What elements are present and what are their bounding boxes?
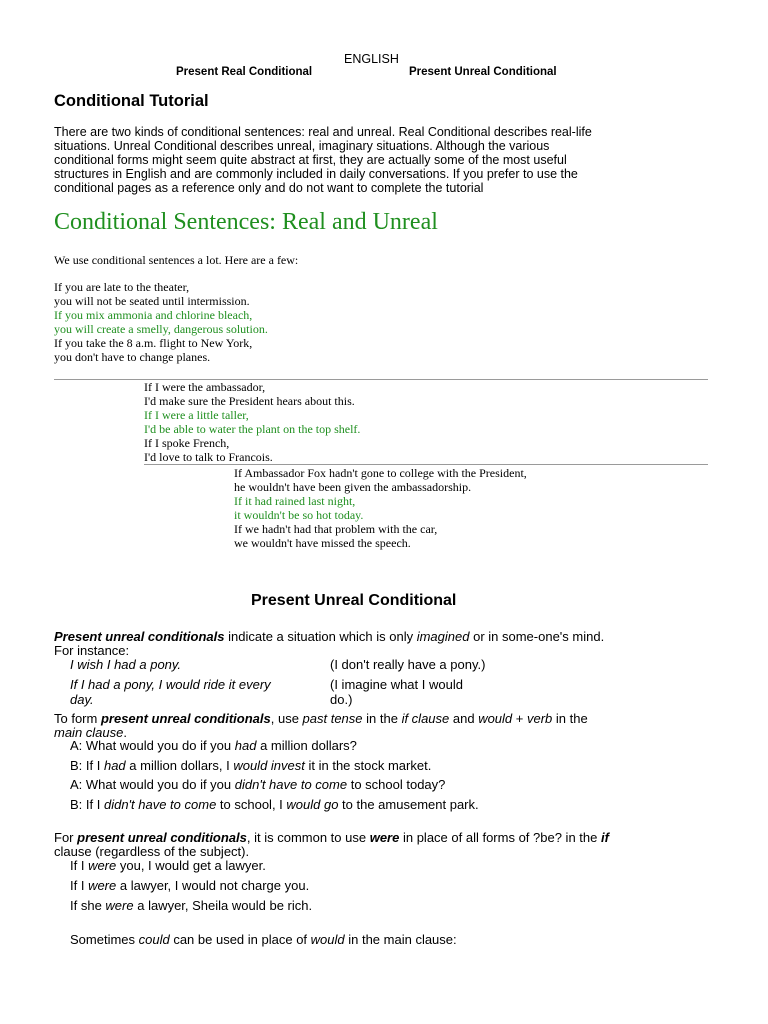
term: main clause — [54, 725, 124, 740]
tutorial-intro — [54, 125, 592, 195]
unreal-definition — [54, 629, 604, 644]
dialog-line — [70, 758, 431, 773]
text: a lawyer, I would not charge you. — [116, 878, 310, 893]
example-line: If it had rained last night, — [234, 494, 356, 508]
intro-line: There are two kinds of conditional sentences: real and unreal. Real Conditional describes real-life — [54, 125, 592, 139]
document-title: ENGLISH — [344, 52, 399, 66]
were-example — [70, 858, 266, 873]
example-text: (I imagine what I would — [330, 677, 463, 692]
example-line: you will create a smelly, dangerous solution. — [54, 322, 268, 336]
intro-line: structures in English and are commonly included in daily conversations. If you prefer to use the — [54, 167, 578, 181]
for-instance: For instance: — [54, 643, 130, 658]
example-line: If you are late to the theater, — [54, 280, 190, 294]
text: to the amusement park. — [338, 797, 479, 812]
dialog-line — [70, 797, 479, 812]
text: to school, I — [216, 797, 287, 812]
form-rule — [54, 711, 588, 726]
example-line: If I spoke French, — [144, 436, 230, 450]
unreal-heading: Present Unreal Conditional — [251, 592, 457, 609]
term: didn't have to come — [234, 777, 348, 792]
were-example — [70, 878, 309, 893]
example-line: I'd love to talk to Francois. — [144, 450, 273, 464]
text: in the — [552, 711, 588, 726]
text: + — [512, 711, 527, 726]
example-line: I'd be able to water the plant on the top shelf. — [144, 422, 361, 436]
text: a million dollars? — [256, 738, 357, 753]
example-line: we wouldn't have missed the speech. — [234, 536, 411, 550]
def-text: indicate a situation which is only — [224, 629, 417, 644]
def-italic: imagined — [416, 629, 470, 644]
term: were — [369, 830, 400, 845]
term: had — [103, 758, 126, 773]
link-present-unreal-conditional[interactable]: Present Unreal Conditional — [409, 66, 557, 78]
tutorial-heading: Conditional Tutorial — [54, 92, 209, 110]
were-rule — [54, 830, 609, 845]
text: , it is common to use — [246, 830, 370, 845]
text: B: If I — [70, 797, 104, 812]
unreal-present-examples — [144, 380, 360, 464]
example-line: If you mix ammonia and chlorine bleach, — [54, 308, 253, 322]
text: you, I would get a lawyer. — [116, 858, 266, 873]
term: were — [105, 898, 134, 913]
divider — [144, 464, 708, 465]
dialog-line — [70, 738, 357, 753]
term: would — [478, 711, 513, 726]
term: were — [88, 858, 117, 873]
def-term: Present unreal conditionals — [54, 629, 225, 644]
text: to school today? — [347, 777, 446, 792]
term: present unreal conditionals — [77, 830, 247, 845]
dialog-line — [70, 777, 445, 792]
text: a lawyer, Sheila would be rich. — [133, 898, 313, 913]
text: If I — [70, 878, 89, 893]
example-line: If I were a little taller, — [144, 408, 249, 422]
real-examples — [54, 280, 268, 364]
def-text-end: or in some-one's mind. — [469, 629, 605, 644]
intro-line: situations. Unreal Conditional describes unreal, imaginary situations. Although the various — [54, 139, 550, 153]
intro-line: conditional forms might seem quite abstract at first, they are actually some of the most useful — [54, 153, 567, 167]
term: would go — [286, 797, 339, 812]
text: For — [54, 830, 78, 845]
text: a million dollars, I — [125, 758, 234, 773]
text: and — [449, 711, 479, 726]
term: didn't have to come — [103, 797, 217, 812]
example-text: day. — [70, 692, 94, 707]
text: can be used in place of — [169, 932, 311, 947]
sentences-heading: Conditional Sentences: Real and Unreal — [54, 209, 438, 235]
text: B: If I — [70, 758, 104, 773]
text: , use — [270, 711, 303, 726]
text: in the — [362, 711, 402, 726]
example-line: If I were the ambassador, — [144, 380, 266, 394]
text: . — [123, 725, 127, 740]
were-rule-cont: clause (regardless of the subject). — [54, 844, 250, 859]
text: it in the stock market. — [304, 758, 432, 773]
were-example — [70, 898, 312, 913]
term: present unreal conditionals — [100, 711, 271, 726]
link-present-real-conditional[interactable]: Present Real Conditional — [176, 66, 313, 78]
example-line: you will not be seated until intermission. — [54, 294, 250, 308]
example-left — [70, 677, 271, 707]
example-text: If I had a pony, I would ride it every — [70, 677, 271, 692]
unreal-past-examples — [234, 466, 527, 550]
term: would invest — [233, 758, 305, 773]
term: if clause — [401, 711, 450, 726]
example-text: do.) — [330, 692, 353, 707]
could-note — [70, 932, 457, 947]
term: had — [234, 738, 257, 753]
term: verb — [526, 711, 553, 726]
text: A: What would you do if you — [70, 777, 235, 792]
term: past tense — [302, 711, 363, 726]
example-line: If you take the 8 a.m. flight to New York, — [54, 336, 253, 350]
text: in the main clause: — [344, 932, 457, 947]
example-text: I wish I had a pony. — [70, 657, 182, 672]
example-right: (I don't really have a pony.) — [330, 657, 486, 672]
text: Sometimes — [70, 932, 139, 947]
term: were — [88, 878, 117, 893]
text: To form — [54, 711, 101, 726]
intro-line: conditional pages as a reference only and do not want to complete the tutorial — [54, 181, 484, 195]
example-line: it wouldn't be so hot today. — [234, 508, 364, 522]
example-line: you don't have to change planes. — [54, 350, 211, 364]
text: A: What would you do if you — [70, 738, 235, 753]
term: could — [138, 932, 170, 947]
example-line: he wouldn't have been given the ambassadorship. — [234, 480, 472, 494]
term: if — [600, 830, 609, 845]
text: If I — [70, 858, 89, 873]
example-right — [330, 677, 463, 707]
sentences-lead: We use conditional sentences a lot. Here are a few: — [54, 253, 299, 267]
text: If she — [70, 898, 106, 913]
example-line: If we hadn't had that problem with the car, — [234, 522, 438, 536]
text: in place of all forms of ?be? in the — [399, 830, 601, 845]
example-left — [70, 657, 181, 672]
example-line: I'd make sure the President hears about this. — [144, 394, 355, 408]
example-line: If Ambassador Fox hadn't gone to college with the President, — [234, 466, 527, 480]
term: would — [310, 932, 345, 947]
